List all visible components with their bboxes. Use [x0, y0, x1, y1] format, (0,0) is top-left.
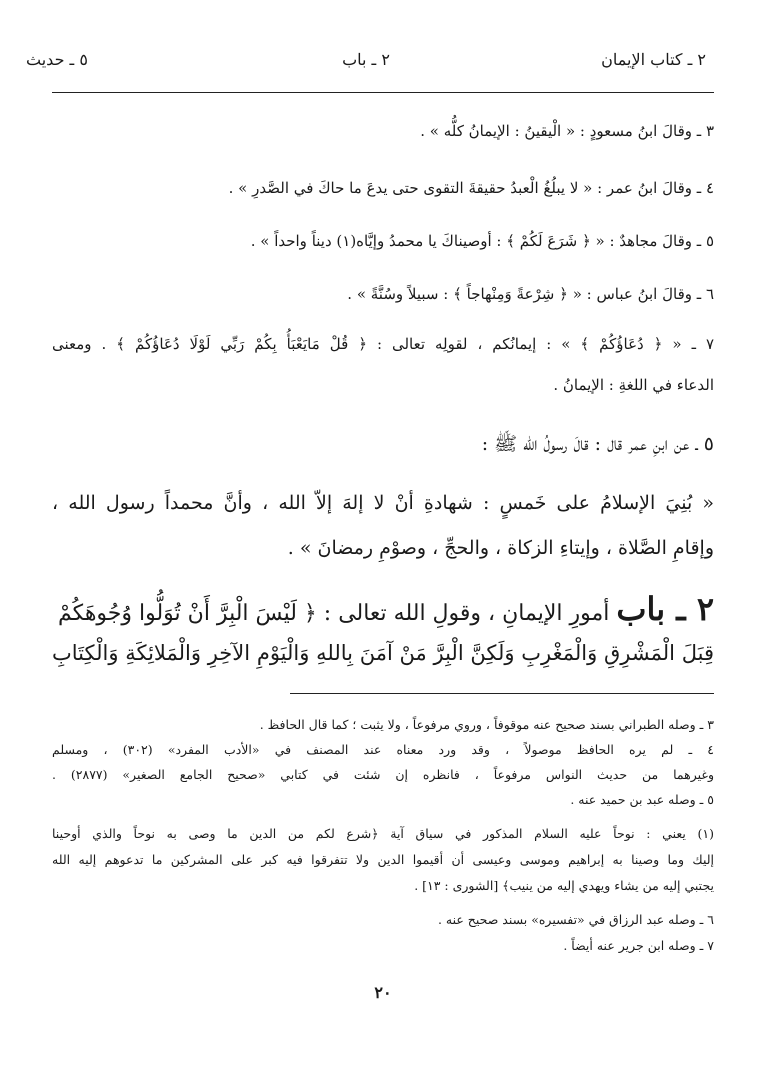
footnote-7: ٧ ـ وصله ابن جرير عنه أيضاً .: [563, 938, 714, 953]
narration-5: ٥ ـ وقالَ مجاهدٌ : « ﴿ شَرَعَ لَكُمْ ﴾ : أوصيناكَ يا محمدُ وإيَّاه(١) ديناً واحداً » .: [250, 232, 714, 250]
header-section: ٢ ـ باب: [342, 50, 390, 69]
footnote-marker-1-line-3: يجتبي إليه من يشاء ويهدي إليه من ينيب﴾ [الشورى : ١٣] .: [414, 878, 714, 893]
narration-6: ٦ ـ وقالَ ابنُ عباس : « ﴿ شِرْعةً وَمِنْهاجاً ﴾ : سبيلاً وسُنَّةً » .: [347, 285, 714, 303]
footnote-5: ٥ ـ وصله عبد بن حميد عنه .: [570, 792, 714, 807]
chapter-heading-title: ٢ ـ باب: [616, 590, 714, 628]
footnote-6: ٦ ـ وصله عبد الرزاق في «تفسيره» بسند صحيح عنه .: [437, 912, 714, 927]
chapter-heading-line-2: قِبَلَ الْمَشْرِقِ وَالْمَغْرِبِ وَلَكِنَّ الْبِرَّ مَنْ آمَنَ بِاللهِ وَالْيَوْمِ الآخِرِ وَالْمَلائِكَةِ وَالْكِتَابِ: [52, 641, 714, 665]
header-divider: [52, 92, 714, 93]
footnote-4-line-2: وغيرهما من حديث النواس مرفوعاً ، فانظره إن شئت في كتابي «صحيح الجامع الصغير» (٢٨٧٧) .: [52, 767, 714, 782]
chapter-heading-line-1: [58, 590, 714, 628]
footnote-3: ٣ ـ وصله الطبراني بسند صحيح عنه موقوفاً ، وروي مرفوعاً ، ولا يثبت ؛ كما قال الحافظ .: [259, 717, 714, 732]
header-hadith-number: ٥ ـ حديث: [26, 50, 88, 69]
narration-4: ٤ ـ وقالَ ابنُ عمر : « لا يبلُغُ الْعبدُ حقيقةَ التقوى حتى يدعَ ما حاكَ في الصَّدرِ » .: [228, 179, 714, 197]
page-number: ٢٠: [374, 983, 392, 1002]
chapter-heading-text: أمورِ الإيمانِ ، وقولِ الله تعالى : ﴿ لَيْسَ الْبِرَّ أَنْ تُوَلُّوا وُجُوهَكُمْ: [58, 601, 610, 626]
hadith-5-text-line-1: « بُنِيَ الإسلامُ على خَمسٍ : شهادةِ أنْ لا إلهَ إلاّ الله ، وأنَّ محمداً رسول الله ،: [52, 492, 714, 514]
hadith-5-isnad: ٥ ـ عن ابنِ عمر قال : قالَ رسولُ الله ﷺ :: [481, 433, 714, 455]
footnote-4-line-1: ٤ ـ لم يره الحافظ موصولاً ، وقد ورد معناه عند المصنف في «الأدب المفرد» (٣٠٢) ، ومسلم: [52, 742, 715, 757]
footnote-marker-1-line-1: (١) يعني : نوحاً عليه السلام المذكور في سياق آية ﴿شرع لكم من الدين ما وصى به نوحاً والذي أوحينا: [52, 826, 714, 841]
footnote-divider: [290, 693, 714, 694]
narration-3: ٣ ـ وقالَ ابنُ مسعودٍ : « الْيقينُ : الإيمانُ كلُّه » .: [420, 122, 714, 140]
hadith-5-text-line-2: وإقامِ الصَّلاة ، وإيتاءِ الزكاة ، والحجِّ ، وصوْمِ رمضانَ » .: [287, 537, 714, 559]
header-chapter: ٢ ـ كتاب الإيمان: [601, 50, 706, 69]
footnote-marker-1-line-2: إليك وما وصينا به إبراهيم وموسى وعيسى أن أقيموا الدين ولا تتفرقوا فيه كبر على المشركين ما تدعوهم إليه الله: [52, 852, 714, 867]
narration-7-line-2: الدعاء في اللغةِ : الإيمانُ .: [553, 376, 714, 394]
running-header: [26, 50, 706, 80]
narration-7-line-1: ٧ ـ « ﴿ دُعَاؤُكُمْ ﴾ » : إيمانُكم ، لقولِه تعالى : ﴿ قُلْ مَايَعْبَأُ بِكُمْ رَبِّي لَوْلَا دُعَاؤُكُمْ ﴾ . ومعنى: [52, 335, 714, 353]
